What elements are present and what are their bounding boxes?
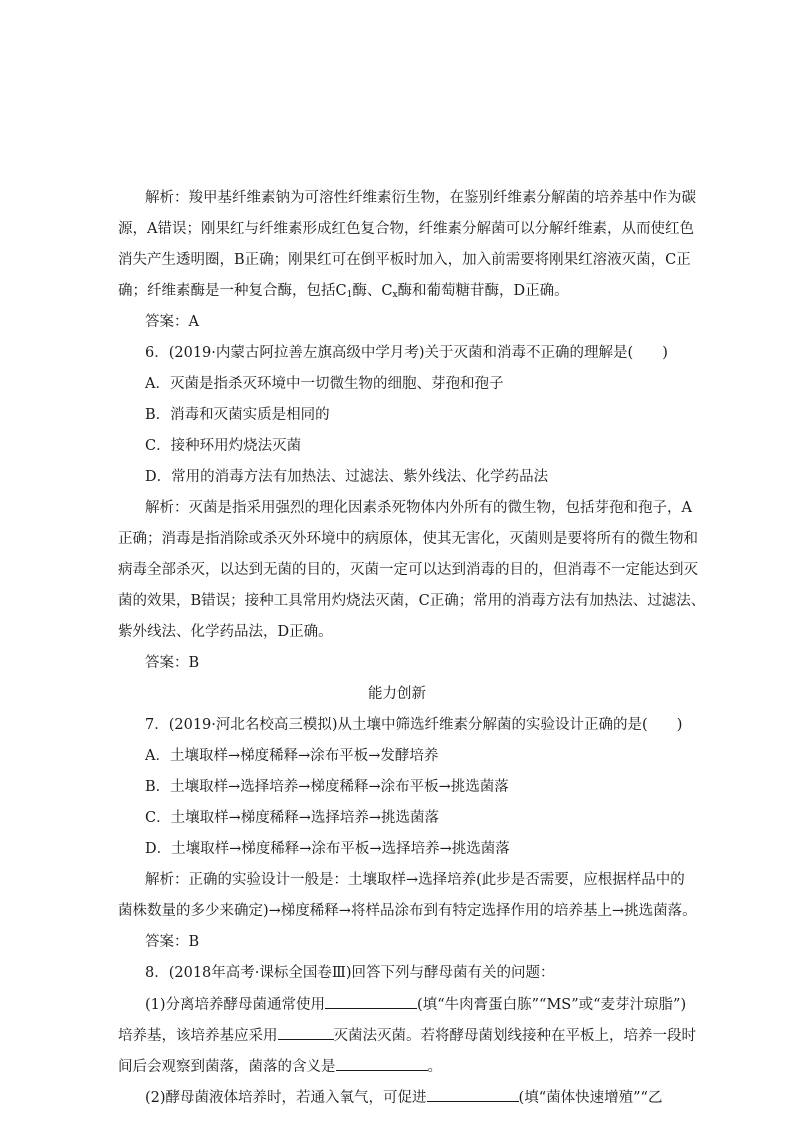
q8-part1-line — [118, 1025, 696, 1046]
q6-analysis-line: 正确；消毒是指消除或杀灭外环境中的病原体，使其无害化，灭菌则是要将所有的微生物和 — [118, 531, 698, 547]
q7-option-c: C．土壤取样→梯度稀释→选择培养→挑选菌落 — [145, 810, 440, 826]
q7-analysis-line: 解析：正确的实验设计一般是：土壤取样→选择培养(此步是否需要，应根据样品中的 — [145, 872, 685, 888]
answer-blank[interactable] — [427, 1087, 519, 1102]
q8-text: (2)酵母菌液体培养时，若通入氧气，可促进 — [145, 1090, 427, 1106]
q6-analysis-line: 解析：灭菌是指采用强烈的理化因素杀死物体内外所有的微生物，包括芽孢和孢子，A — [145, 500, 692, 516]
answer-blank[interactable] — [336, 1056, 428, 1071]
q6-analysis-line: 病毒全部杀灭，以达到无菌的目的，灭菌一定可以达到消毒的目的，但消毒不一定能达到灭 — [118, 562, 698, 578]
q8-part1-line — [145, 994, 686, 1015]
q5-answer: 答案：A — [145, 314, 199, 330]
q5-analysis-line: 消失产生透明圈，B正确；刚果红可在倒平板时加入，加入前需要将刚果红溶液灭菌，C正 — [118, 252, 691, 268]
q6-option-d: D．常用的消毒方法有加热法、过滤法、紫外线法、化学药品法 — [145, 469, 549, 485]
q6-option-a: A．灭菌是指杀灭环境中一切微生物的细胞、芽孢和孢子 — [145, 376, 504, 392]
q6-analysis-line: 紫外线法、化学药品法，D正确。 — [118, 624, 333, 640]
q8-text: 灭菌法灭菌。若将酵母菌划线接种在平板上，培养一段时 — [333, 1028, 696, 1044]
q6-answer: 答案：B — [145, 655, 200, 671]
q8-text: 培养基，该培养基应采用 — [118, 1028, 278, 1044]
q7-option-a: A．土壤取样→梯度稀释→涂布平板→发酵培养 — [145, 748, 439, 764]
q7-answer: 答案：B — [145, 934, 200, 950]
q8-text: 。 — [427, 1059, 442, 1075]
q8-text: (填“菌体快速增殖”“乙 — [518, 1090, 663, 1106]
answer-blank[interactable] — [278, 1025, 334, 1040]
q5-analysis-text: 酶和葡萄糖苷酶，D正确。 — [397, 283, 569, 299]
q8-stem: 8．(2018年高考·课标全国卷Ⅲ)回答下列与酵母菌有关的问题： — [145, 965, 555, 981]
q8-text: (填“牛肉膏蛋白胨”“MS”或“麦芽汁琼脂”) — [417, 997, 687, 1013]
subscript: 1 — [346, 290, 353, 300]
q7-stem: 7．(2019·河北名校高三模拟)从土壤中筛选纤维素分解菌的实验设计正确的是( ) — [145, 717, 683, 733]
q5-analysis-line: 解析：羧甲基纤维素钠为可溶性纤维素衍生物，在鉴别纤维素分解菌的培养基中作为碳 — [145, 190, 696, 206]
q5-analysis-text: 确；纤维素酶是一种复合酶，包括C — [118, 283, 347, 299]
q8-part2-line — [145, 1087, 662, 1108]
q5-analysis-text: 酶、C — [352, 283, 393, 299]
section-title: 能力创新 — [368, 686, 426, 702]
subscript: x — [392, 290, 398, 300]
q5-analysis-line — [118, 281, 569, 305]
q8-text: (1)分离培养酵母菌通常使用 — [145, 997, 326, 1013]
q6-option-c: C．接种环用灼烧法灭菌 — [145, 438, 302, 454]
q8-text: 间后会观察到菌落，菌落的含义是 — [118, 1059, 336, 1075]
q6-stem: 6．(2019·内蒙古阿拉善左旗高级中学月考)关于灭菌和消毒不正确的理解是( ) — [145, 345, 668, 361]
q8-part1-line — [118, 1056, 442, 1077]
q7-analysis-line: 菌株数量的多少来确定)→梯度稀释→将样品涂布到有特定选择作用的培养基上→挑选菌落。 — [118, 903, 697, 919]
q6-option-b: B．消毒和灭菌实质是相同的 — [145, 407, 330, 423]
q7-option-d: D．土壤取样→梯度稀释→涂布平板→选择培养→挑选菌落 — [145, 841, 510, 857]
answer-blank[interactable] — [325, 994, 417, 1009]
q7-option-b: B．土壤取样→选择培养→梯度稀释→涂布平板→挑选菌落 — [145, 779, 509, 795]
q6-analysis-line: 菌的效果，B错误；接种工具常用灼烧法灭菌，C正确；常用的消毒方法有加热法、过滤法、 — [118, 593, 706, 609]
q5-analysis-line: 源，A错误；刚果红与纤维素形成红色复合物，纤维素分解菌可以分解纤维素，从而使红色 — [118, 221, 694, 237]
